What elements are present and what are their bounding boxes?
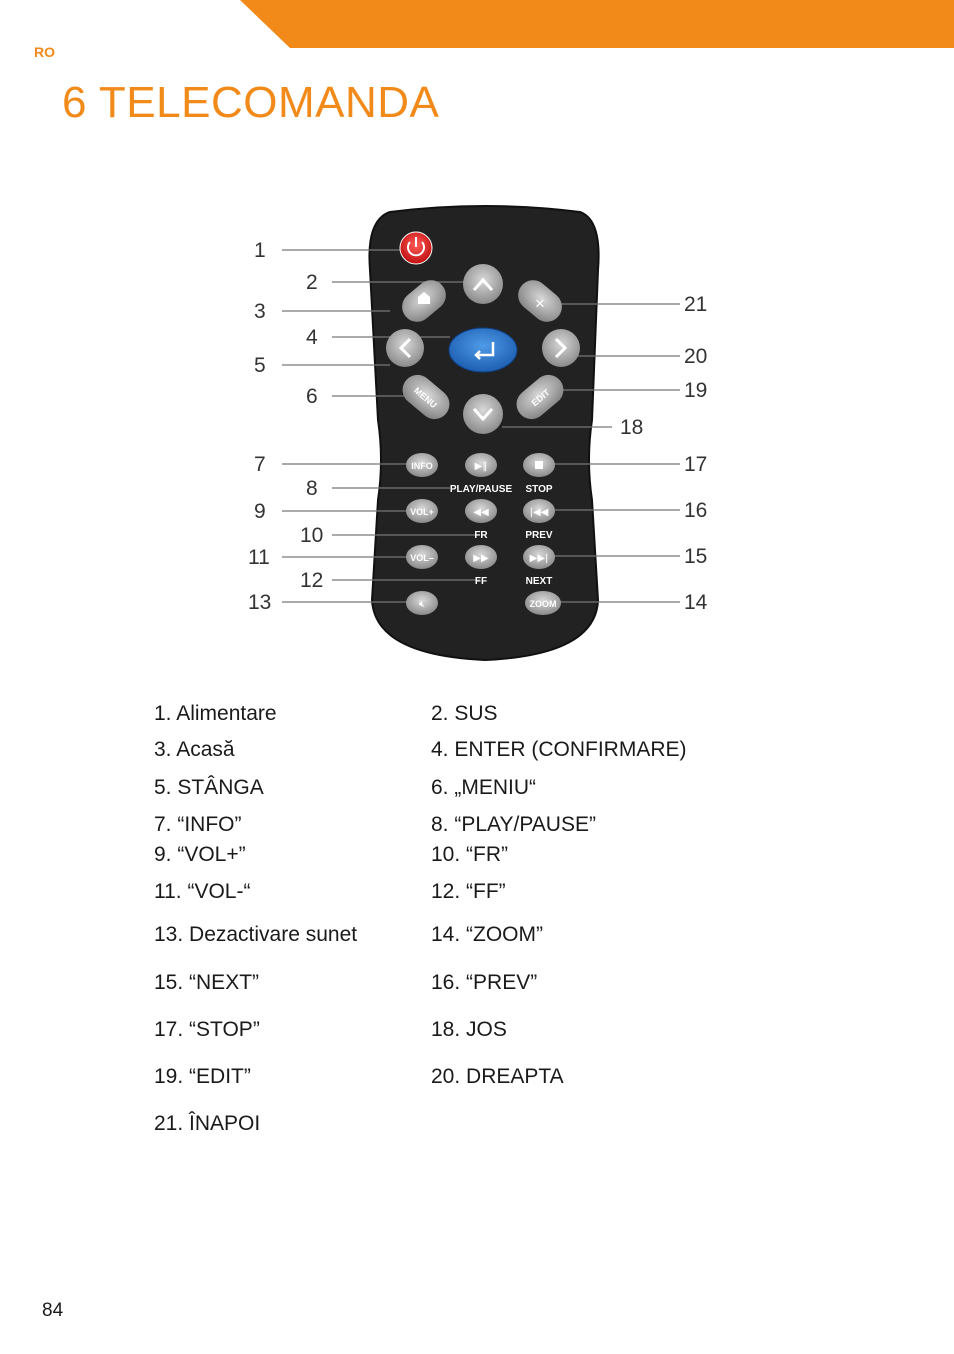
- legend-item: 9. “VOL+”: [154, 843, 246, 866]
- callout-number: 9: [254, 500, 266, 523]
- legend-item: 7. “INFO”: [154, 813, 242, 836]
- zoom-label: ZOOM: [529, 599, 557, 609]
- callout-number: 4: [306, 326, 318, 349]
- legend-item: 8. “PLAY/PAUSE”: [431, 813, 596, 836]
- legend-item: 21. ÎNAPOI: [154, 1112, 261, 1135]
- callout-number: 18: [620, 416, 644, 439]
- callout-number: 2: [306, 271, 318, 294]
- up-button: [463, 264, 503, 304]
- legend-item: 10. “FR”: [431, 843, 509, 866]
- callout-number: 19: [684, 379, 708, 402]
- back-icon: ✕: [534, 297, 546, 312]
- legend-item: 4. ENTER (CONFIRMARE): [431, 738, 687, 761]
- callout-number: 20: [684, 345, 708, 368]
- skip-next-icon: ▶▶|: [529, 553, 549, 564]
- left-button: [386, 329, 424, 367]
- legend-item: 20. DREAPTA: [431, 1065, 564, 1088]
- language-label: RO: [34, 44, 55, 60]
- callout-number: 7: [254, 453, 266, 476]
- callout-number: 1: [254, 239, 266, 262]
- right-button: [542, 329, 580, 367]
- callout-number: 3: [254, 300, 266, 323]
- legend-item: 3. Acasă: [154, 738, 235, 761]
- legend-item: 18. JOS: [431, 1018, 507, 1041]
- callout-number: 11: [248, 546, 270, 569]
- down-button: [463, 394, 503, 434]
- mute-icon: 🔇︎: [418, 599, 426, 610]
- ff-label: FF: [474, 576, 488, 587]
- legend-item: 5. STÂNGA: [154, 776, 264, 799]
- power-button: [400, 232, 432, 264]
- legend-item: 15. “NEXT”: [154, 971, 260, 994]
- callout-number: 12: [300, 569, 324, 592]
- callout-number: 15: [684, 545, 708, 568]
- legend-item: 17. “STOP”: [154, 1018, 260, 1041]
- legend-item: 14. “ZOOM”: [431, 923, 544, 946]
- callout-number: 5: [254, 354, 266, 377]
- stop-icon: [535, 461, 543, 469]
- callout-number: 8: [306, 477, 318, 500]
- legend-item: 2. SUS: [431, 702, 498, 725]
- legend-item: 16. “PREV”: [431, 971, 538, 994]
- page-number: 84: [42, 1300, 64, 1321]
- fr-label: FR: [474, 530, 488, 541]
- callout-number: 17: [684, 453, 708, 476]
- play-pause-icon: ▶‖: [474, 461, 488, 472]
- legend-item: 1. Alimentare: [154, 702, 277, 725]
- callout-number: 16: [684, 499, 708, 522]
- info-label: INFO: [411, 461, 433, 471]
- prev-label: PREV: [525, 530, 553, 541]
- fast-forward-icon: ▶▶: [473, 553, 489, 564]
- callout-number: 10: [300, 524, 324, 547]
- page-title: 6 TELECOMANDA: [62, 78, 440, 127]
- next-label: NEXT: [525, 576, 553, 587]
- header-tab: [0, 0, 954, 50]
- menu-label: MENU: [411, 385, 439, 411]
- remote-control-illustration: [240, 200, 730, 670]
- vol-minus-label: VOL–: [410, 553, 434, 563]
- skip-previous-icon: |◀◀: [529, 507, 549, 518]
- legend-item: 13. Dezactivare sunet: [154, 923, 358, 946]
- stop-label: STOP: [525, 484, 553, 495]
- callout-number: 21: [684, 293, 708, 316]
- legend-item: 19. “EDIT”: [154, 1065, 251, 1088]
- edit-label: EDIT: [529, 387, 552, 409]
- play-pause-label: PLAY/PAUSE: [449, 484, 513, 495]
- callout-number: 6: [306, 385, 318, 408]
- legend-item: 12. “FF”: [431, 880, 506, 903]
- legend-item: 11. “VOL-“: [154, 880, 251, 903]
- callout-number: 14: [684, 591, 708, 614]
- callout-number: 13: [248, 591, 272, 614]
- legend-item: 6. „MENIU“: [431, 776, 536, 799]
- fast-rewind-icon: ◀◀: [473, 507, 489, 518]
- vol-plus-label: VOL+: [410, 507, 434, 517]
- enter-button: [449, 328, 517, 372]
